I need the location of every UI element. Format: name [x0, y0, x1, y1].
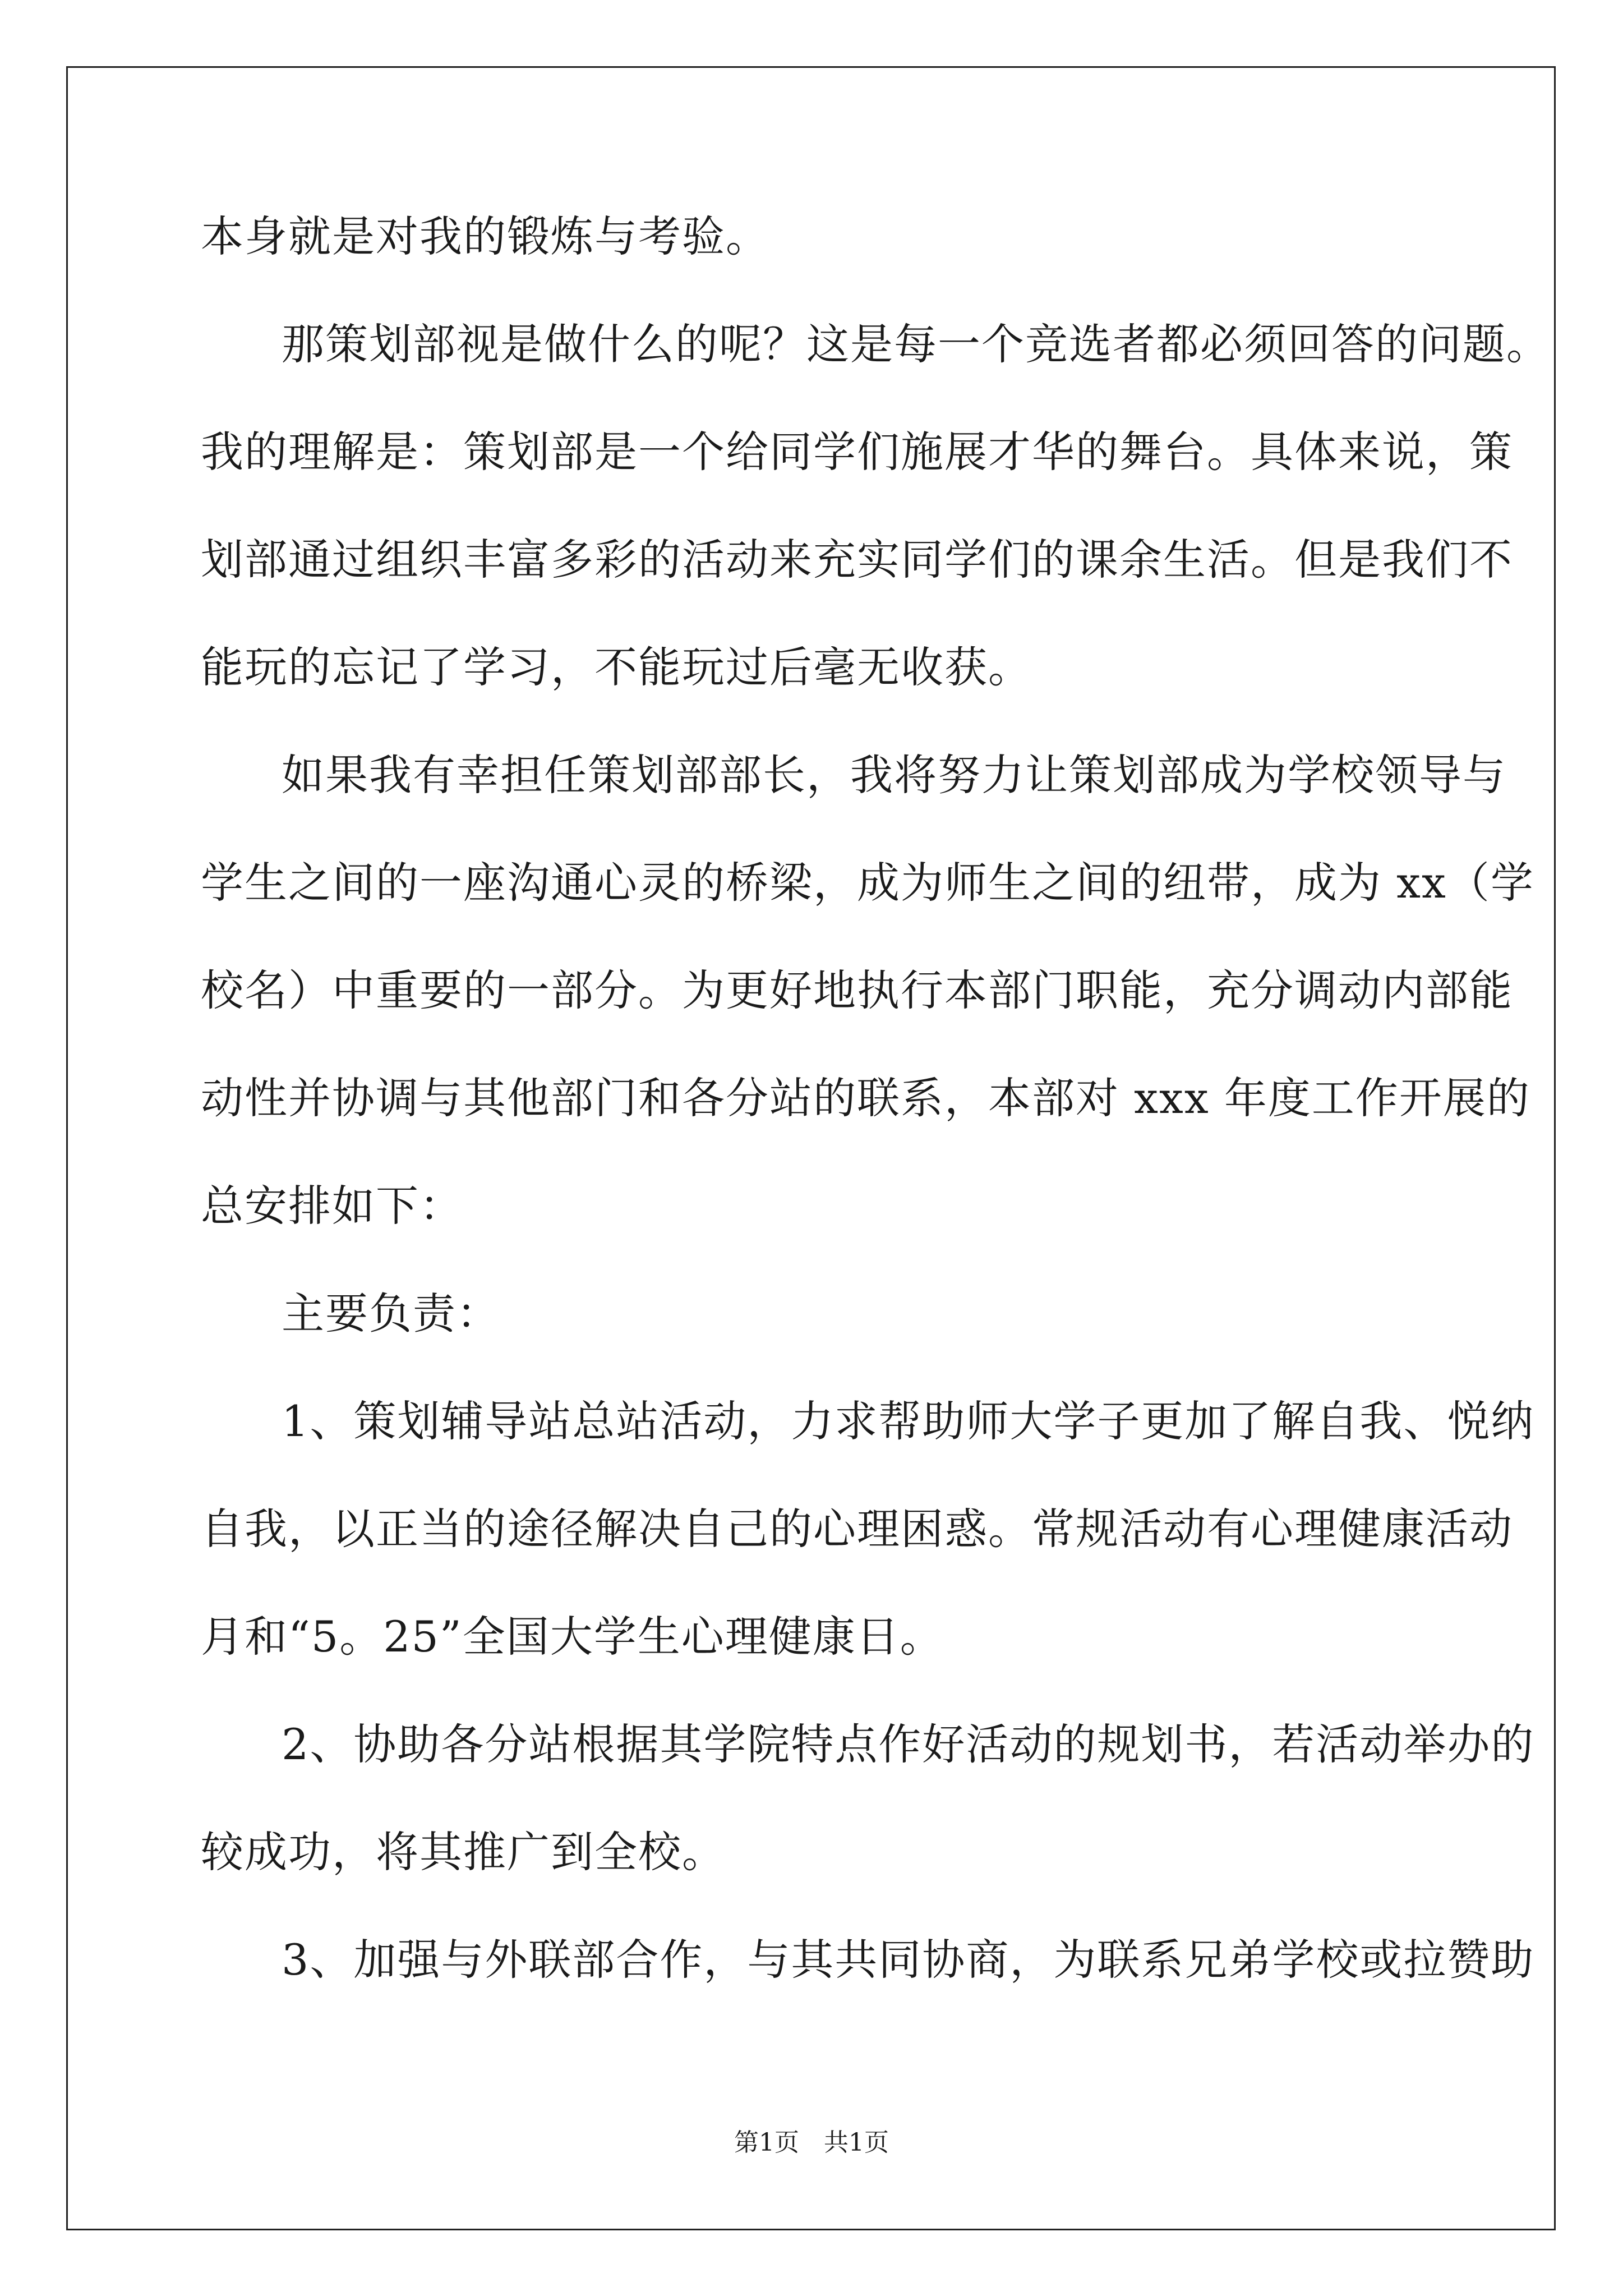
page-footer	[0, 2126, 1623, 2160]
text-line: 本身就是对我的锻炼与考验。	[201, 211, 769, 261]
total-pages: 共1页	[824, 2128, 889, 2157]
text-line: 3、加强与外联部合作，与其共同协商，为联系兄弟学校或拉赞助	[282, 1935, 1535, 1985]
text-line: 2、协助各分站根据其学院特点作好活动的规划书，若活动举办的	[282, 1719, 1535, 1769]
text-line: 如果我有幸担任策划部部长，我将努力让策划部成为学校领导与	[282, 750, 1506, 800]
text-line: 那策划部视是做什么的呢？这是每一个竞选者都必须回答的问题。	[282, 319, 1550, 369]
text-line: 1、策划辅导站总站活动，力求帮助师大学子更加了解自我、悦纳	[282, 1396, 1535, 1446]
text-line: 总安排如下：	[201, 1181, 463, 1231]
text-line: 我的理解是：策划部是一个给同学们施展才华的舞台。具体来说，策	[201, 427, 1513, 477]
text-line: 校名）中重要的一部分。为更好地执行本部门职能，充分调动内部能	[201, 965, 1513, 1015]
document-body	[201, 208, 1550, 2039]
text-line: 划部通过组织丰富多彩的活动来充实同学们的课余生活。但是我们不	[201, 535, 1513, 585]
text-line: 学生之间的一座沟通心灵的桥梁，成为师生之间的纽带，成为 xx（学	[201, 858, 1534, 908]
text-line: 自我，以正当的途径解决自己的心理困惑。常规活动有心理健康活动	[201, 1504, 1513, 1554]
text-line: 月和“5。25”全国大学生心理健康日。	[201, 1612, 944, 1662]
text-line: 能玩的忘记了学习，不能玩过后毫无收获。	[201, 642, 1032, 692]
text-line: 主要负责：	[282, 1289, 500, 1338]
page-number: 第1页	[734, 2128, 799, 2157]
text-line: 动性并协调与其他部门和各分站的联系，本部对 xxx 年度工作开展的	[201, 1073, 1530, 1123]
text-line: 较成功，将其推广到全校。	[201, 1827, 726, 1877]
